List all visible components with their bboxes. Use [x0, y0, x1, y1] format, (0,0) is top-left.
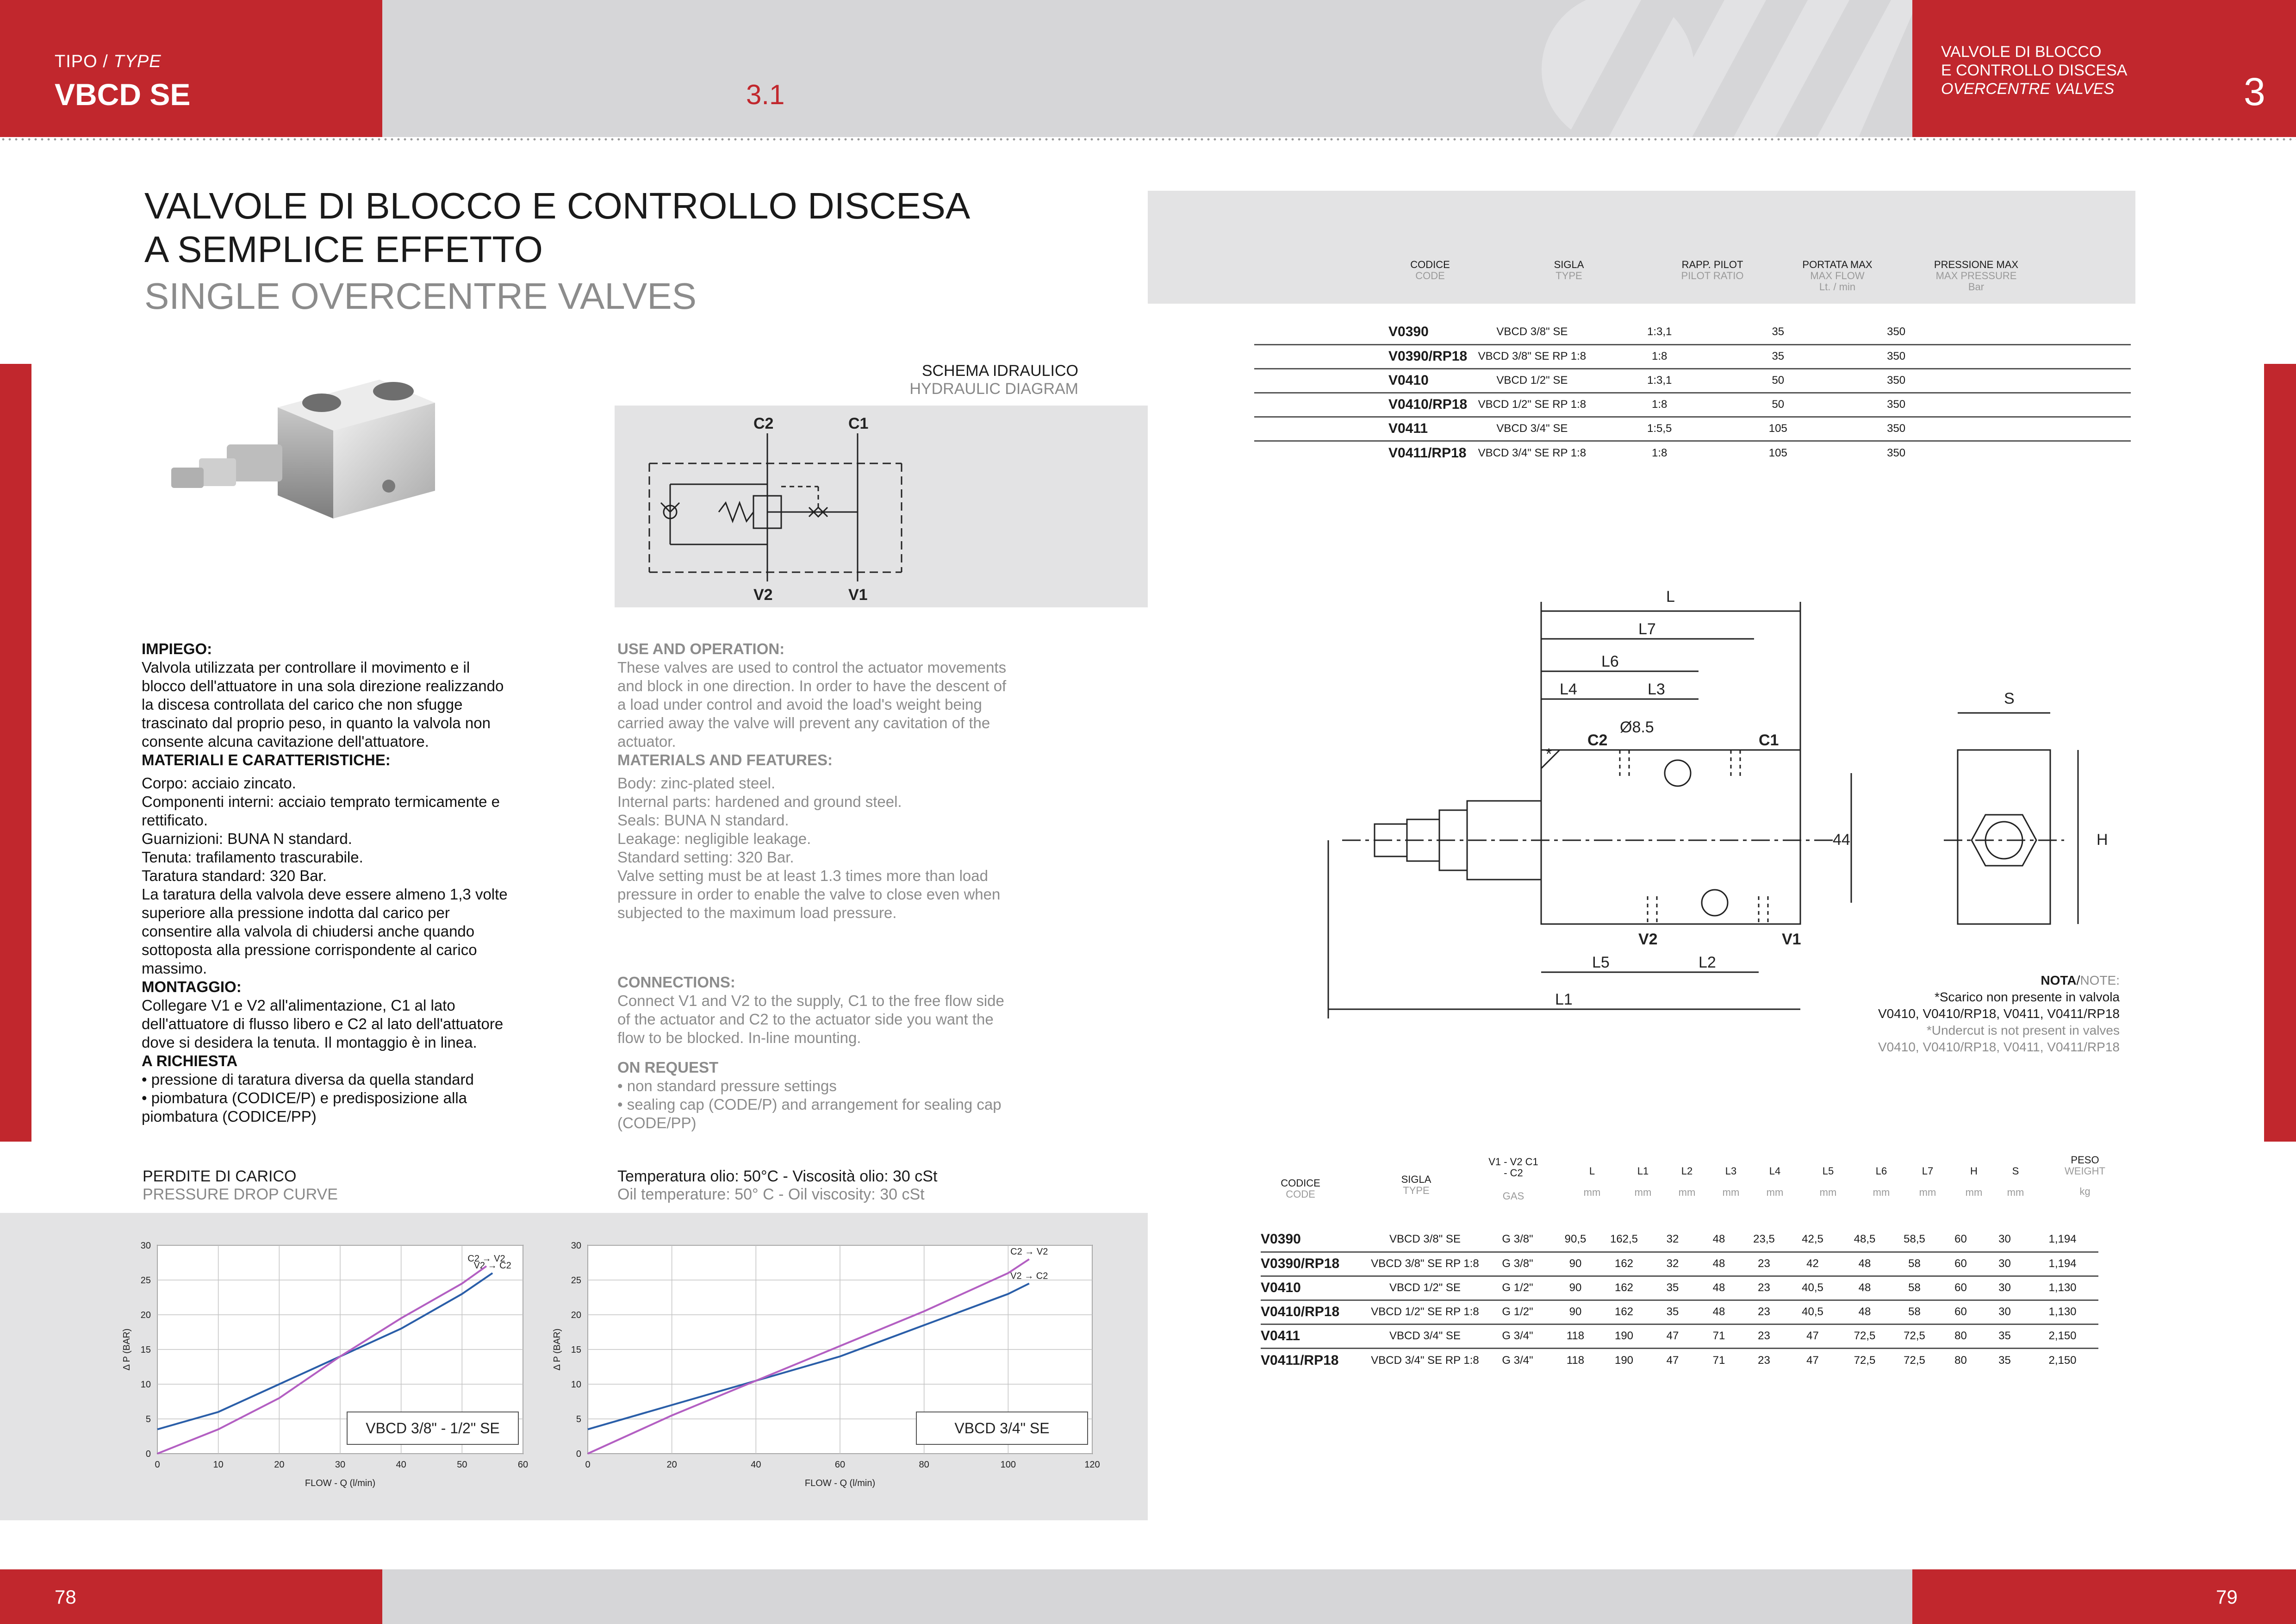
dim-col-code: CODICE CODE	[1281, 1177, 1320, 1200]
description-it: IMPIEGO: Valvola utilizzata per controllare il movimento e il blocco dell'attuatore in una sola direzione realizzando la discesa controllata del carico che non sfugge trascinato dal proprio peso, in quanto la valvola non consente alcuna cavitazione dell'attuatore. MATERIALI E CARATTERISTICHE: Corpo: acciaio zincato. Componenti interni: acciaio temprato termicamente e rettificato. Guarnizioni: BUNA N standard. Tenuta: trafilamento trascurabile. Taratura standard: 320 Bar. La taratura della valvola deve essere almeno 1,3 volte superiore alla pressione indotta dal carico per consentire alla valvola di chiudersi anche quando sottoposta alla pressione corrispondente al carico massimo. MONTAGGIO: Collegare V1 e V2 all'alimentazione, C1 al lato dell'attuatore di flusso libero e C2 al lato dell'attuatore dove si desidera la tenuta. Il montaggio è in linea. A RICHIESTA • pressione di taratura diversa da quella standard • piombatura (CODICE/P) e predisposizione alla piombatura (CODICE/PP)	[142, 640, 508, 1125]
dim-table-header	[1245, 1153, 2124, 1208]
series-label: V2 → C2	[473, 1261, 511, 1271]
dim-hole: Ø8.5	[1620, 718, 1654, 736]
brand-stripes-graphic	[1530, 0, 1912, 137]
spec-col-ratio: RAPP. PILOT PILOT RATIO	[1681, 259, 1744, 281]
port-C2: C2	[1587, 731, 1608, 749]
valve-product-photo	[157, 366, 454, 560]
y-axis-label: Δ P (BAR)	[552, 1328, 562, 1371]
pressure-drop-caption: PERDITE DI CARICO PRESSURE DROP CURVE	[143, 1168, 338, 1203]
svg-text:C1: C1	[848, 415, 869, 432]
y-tick-label: 5	[145, 1414, 151, 1424]
x-axis-label: FLOW - Q (l/min)	[804, 1478, 876, 1488]
y-axis-label: Δ P (BAR)	[122, 1328, 132, 1371]
table-row: V0410/RP18 VBCD 1/2" SE RP 1:8 G 1/2" 90 162 35 48 23 40,5 48 58 60 30 1,130	[1261, 1300, 2191, 1324]
table-row: V0390 VBCD 3/8" SE G 3/8" 90,5 162,5 32 48 23,5 42,5 48,5 58,5 60 30 1,194	[1261, 1228, 2191, 1252]
x-tick-label: 20	[666, 1460, 677, 1470]
x-tick-label: 10	[213, 1460, 224, 1470]
footer-left-band	[0, 1569, 382, 1624]
dim-col-gas: V1 - V2 C1 - C2 GAS	[1488, 1156, 1538, 1202]
y-tick-label: 20	[140, 1310, 151, 1320]
series-label: V2 → C2	[1010, 1271, 1048, 1281]
y-tick-label: 5	[576, 1414, 581, 1424]
series-label: C2 → V2	[1010, 1247, 1048, 1257]
x-tick-label: 60	[834, 1460, 846, 1470]
dim-col-weight: PESO WEIGHT kg	[2065, 1154, 2105, 1197]
x-axis-label: FLOW - Q (l/min)	[305, 1478, 376, 1488]
table-row: V0411 VBCD 3/4" SE 1:5,5 105 350	[1254, 417, 2131, 441]
x-tick-label: 30	[335, 1460, 346, 1470]
header-center-band	[382, 0, 1912, 137]
dim-L1: L1	[1555, 991, 1573, 1008]
dim-L6: L6	[1601, 653, 1619, 670]
svg-text:C2: C2	[753, 415, 774, 432]
left-edge-bar	[0, 364, 31, 1142]
port-C1: C1	[1759, 731, 1779, 749]
footer-center-band	[382, 1569, 1912, 1624]
x-tick-label: 80	[919, 1460, 929, 1470]
table-row: V0410 VBCD 1/2" SE 1:3,1 50 350	[1254, 369, 2131, 393]
page-title: VALVOLE DI BLOCCO E CONTROLLO DISCESA A SEMPLICE EFFETTO SINGLE OVERCENTRE VALVES	[144, 185, 971, 317]
header-left-band	[0, 0, 382, 137]
right-edge-bar	[2264, 364, 2296, 1142]
section-number: 3.1	[746, 79, 785, 110]
dim-col-L2: L2 mm	[1678, 1165, 1696, 1198]
table-row: V0390 VBCD 3/8" SE 1:3,1 35 350	[1254, 320, 2131, 344]
spec-col-type: SIGLA TYPE	[1554, 259, 1584, 281]
y-tick-label: 0	[145, 1449, 151, 1459]
y-tick-label: 0	[576, 1449, 581, 1459]
x-tick-label: 20	[274, 1460, 285, 1470]
svg-text:V2: V2	[753, 586, 773, 604]
dim-col-L5: L5 mm	[1819, 1165, 1837, 1198]
dim-col-L4: L4 mm	[1766, 1165, 1784, 1198]
chart-title: VBCD 3/4" SE	[954, 1420, 1050, 1437]
dim-44: 44	[1833, 831, 1850, 849]
undercut-mark: *	[1546, 745, 1552, 763]
table-row: V0411/RP18 VBCD 3/4" SE RP 1:8 1:8 105 350	[1388, 445, 1906, 461]
spec-col-flow: PORTATA MAX MAX FLOW Lt. / min	[1802, 259, 1873, 293]
note-block: NOTA/NOTE: *Scarico non presente in valvola V0410, V0410/RP18, V0411, V0411/RP18 *Undercut is not present in valves V0410, V0410/RP18, V0411, V0411/RP18	[1878, 973, 2120, 1054]
dim-col-S: S mm	[2007, 1165, 2024, 1198]
port-V1: V1	[1782, 931, 1801, 948]
description-en: USE AND OPERATION: These valves are used to control the actuator movements and block in one direction. In order to have the descent of a load under control and avoid the load's weight being carried away the valve will prevent any cavitation of the actuator. MATERIALS AND FEATURES: Body: zinc-plated steel. Internal parts: hardened and ground steel. Seals: BUNA N standard. Leakage: negligible leakage. Standard setting: 320 Bar. Valve setting must be at least 1.3 times more than load pressure in order to enable the valve to close even when subjected to the maximum load pressure. CONNECTIONS: Connect V1 and V2 to the supply, C1 to the free flow side of the actuator and C2 to the actuator side you want the flow to be blocked. In-line mounting. ON REQUEST • non standard pressure settings • sealing cap (CODE/P) and arrangement for sealing cap (CODE/PP)	[617, 640, 1007, 1131]
y-tick-label: 10	[140, 1380, 151, 1390]
hydraulic-diagram-panel	[615, 406, 1148, 607]
dimension-drawing	[1314, 583, 2147, 1023]
y-tick-label: 30	[140, 1241, 151, 1251]
dim-col-type: SIGLA TYPE	[1401, 1174, 1431, 1196]
x-tick-label: 100	[1000, 1460, 1016, 1470]
dim-col-H: H mm	[1965, 1165, 1983, 1198]
header-right-band	[1912, 0, 2296, 137]
x-tick-label: 0	[155, 1460, 160, 1470]
svg-text:V1: V1	[848, 586, 868, 604]
table-row: V0410/RP18 VBCD 1/2" SE RP 1:8 1:8 50 350	[1254, 393, 2131, 417]
x-tick-label: 60	[517, 1460, 529, 1470]
table-row: V0390/RP18 VBCD 3/8" SE RP 1:8 G 3/8" 90 162 32 48 23 42 48 58 60 30 1,194	[1261, 1252, 2191, 1276]
spec-col-pressure: PRESSIONE MAX MAX PRESSURE Bar	[1934, 259, 2019, 293]
hydraulic-schematic	[615, 406, 1148, 607]
table-row: V0411/RP18 VBCD 3/4" SE RP 1:8 G 3/4" 118 190 47 71 23 47 72,5 72,5 80 35 2,150	[1261, 1352, 2077, 1368]
dim-H: H	[2097, 831, 2108, 849]
table-row: V0410 VBCD 1/2" SE G 1/2" 90 162 35 48 23 40,5 48 58 60 30 1,130	[1261, 1276, 2191, 1300]
page-number-left: 78	[55, 1586, 76, 1608]
series-label: C2 → V2	[467, 1254, 505, 1264]
x-tick-label: 40	[751, 1460, 761, 1470]
oil-conditions: Temperatura olio: 50°C - Viscosità olio: 30 cSt Oil temperature: 50° C - Oil viscosity: 30 cSt	[617, 1168, 938, 1203]
diagram-caption: SCHEMA IDRAULICO HYDRAULIC DIAGRAM	[909, 362, 1078, 398]
model-name: VBCD SE	[55, 77, 191, 112]
y-tick-label: 20	[571, 1310, 581, 1320]
dim-L2: L2	[1699, 954, 1716, 971]
category-title: VALVOLE DI BLOCCO E CONTROLLO DISCESA OVERCENTRE VALVES	[1941, 43, 2128, 98]
dim-L5: L5	[1592, 954, 1610, 971]
dim-col-L7: L7 mm	[1919, 1165, 1936, 1198]
pressure-drop-chart-small	[116, 1236, 532, 1495]
y-tick-label: 15	[571, 1345, 581, 1355]
dim-L: L	[1666, 588, 1675, 606]
dimension-table	[1261, 1228, 2191, 1372]
y-tick-label: 25	[140, 1275, 151, 1286]
y-tick-label: 15	[140, 1345, 151, 1355]
chapter-number: 3	[2244, 70, 2265, 113]
dim-L4: L4	[1560, 681, 1577, 698]
footer-right-band	[1912, 1569, 2296, 1624]
port-V2: V2	[1638, 931, 1658, 948]
x-tick-label: 120	[1084, 1460, 1100, 1470]
table-row: V0411 VBCD 3/4" SE G 3/4" 118 190 47 71 23 47 72,5 72,5 80 35 2,150	[1261, 1324, 2191, 1348]
chart-title: VBCD 3/8" - 1/2" SE	[366, 1420, 500, 1437]
dim-col-L3: L3 mm	[1722, 1165, 1740, 1198]
pressure-drop-chart-large	[546, 1236, 1101, 1495]
x-tick-label: 0	[585, 1460, 591, 1470]
dim-col-L6: L6 mm	[1873, 1165, 1890, 1198]
header-dotted-rule	[0, 137, 2296, 142]
dim-L7: L7	[1638, 620, 1656, 638]
page-number-right: 79	[2216, 1586, 2238, 1608]
type-label: TIPO / TYPE	[55, 52, 162, 71]
x-tick-label: 40	[396, 1460, 406, 1470]
dim-col-L: L mm	[1583, 1165, 1601, 1198]
table-row: V0390/RP18 VBCD 3/8" SE RP 1:8 1:8 35 350	[1254, 344, 2131, 369]
dim-L3: L3	[1648, 681, 1665, 698]
y-tick-label: 25	[571, 1275, 581, 1286]
y-tick-label: 10	[571, 1380, 581, 1390]
spec-table	[1254, 320, 2131, 465]
x-tick-label: 50	[457, 1460, 467, 1470]
spec-col-code: CODICE CODE	[1410, 259, 1450, 281]
y-tick-label: 30	[571, 1241, 581, 1251]
dim-S: S	[2004, 690, 2015, 707]
dim-col-L1: L1 mm	[1634, 1165, 1652, 1198]
